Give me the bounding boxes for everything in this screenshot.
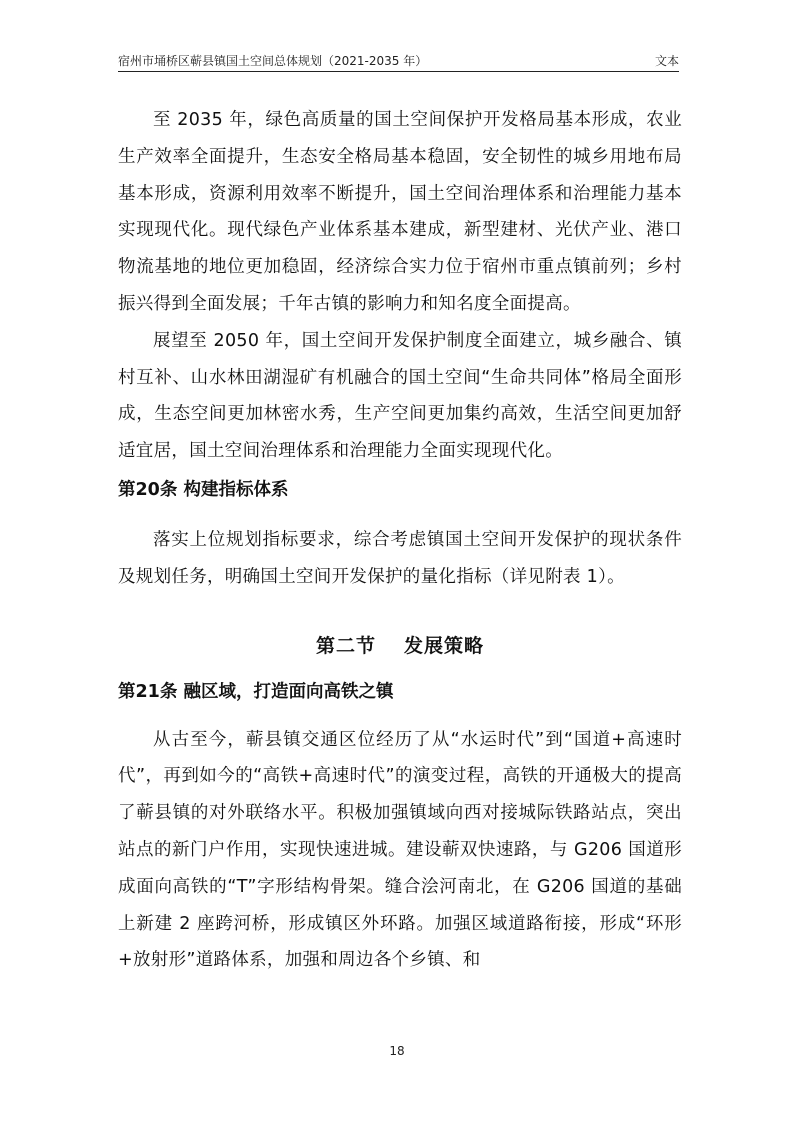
document-type: 文本 [654, 54, 679, 68]
paragraph-2050-vision: 展望至 2050 年，国土空间开发保护制度全面建立，城乡融合、镇村互补、山水林田湖湿矿有机融合的国土空间“生命共同体”格局全面形成，生态空间更加林密水秀，生产空间更加集约高效，生活空间更加舒适宜居，国土空间治理体系和治理能力全面实现现代化。 [118, 330, 682, 462]
section-heading [118, 626, 682, 666]
paragraph-regional-integration: 从古至今，蕲县镇交通区位经历了从“水运时代”到“国道+高速时代”，再到如今的“高铁+高速时代”的演变过程，高铁的开通极大的提高了蕲县镇的对外联络水平。积极加强镇域向西对接城际铁路站点，突出站点的新门户作用，实现快速进城。建设蕲双快速路，与 G206 国道形成面向高铁的“T”字形结构骨架。缝合浍河南北，在 G206 国道的基础上新建 2 座跨河桥，形成镇区外环路。加强区域道路衔接，形成“环形+放射形”道路体系，加强和周边各个乡镇、和 [118, 729, 682, 971]
section-title: 发展策略 [404, 634, 485, 657]
document-title: 宿州市埇桥区蕲县镇国土空间总体规划（2021-2035 年） [118, 54, 428, 68]
page-header [118, 52, 679, 69]
header-divider [118, 71, 679, 72]
article-21-heading: 第21条 融区域，打造面向高铁之镇 [118, 681, 394, 702]
page-number: 18 [389, 1044, 405, 1058]
paragraph-2035-goals: 至 2035 年，绿色高质量的国土空间保护开发格局基本形成，农业生产效率全面提升，生态安全格局基本稳固，安全韧性的城乡用地布局基本形成，资源利用效率不断提升，国土空间治理体系和治理能力基本实现现代化。现代绿色产业体系基本建成，新型建材、光伏产业、港口物流基地的地位更加稳固，经济综合实力位于宿州市重点镇前列；乡村振兴得到全面发展；千年古镇的影响力和知名度全面提高。 [118, 110, 682, 314]
document-body [118, 102, 682, 979]
article-20-heading: 第20条 构建指标体系 [118, 479, 289, 500]
section-number: 第二节 [315, 634, 376, 657]
paragraph-indicator-system: 落实上位规划指标要求，综合考虑镇国土空间开发保护的现状条件及规划任务，明确国土空间开发保护的量化指标（详见附表 1）。 [118, 529, 682, 587]
